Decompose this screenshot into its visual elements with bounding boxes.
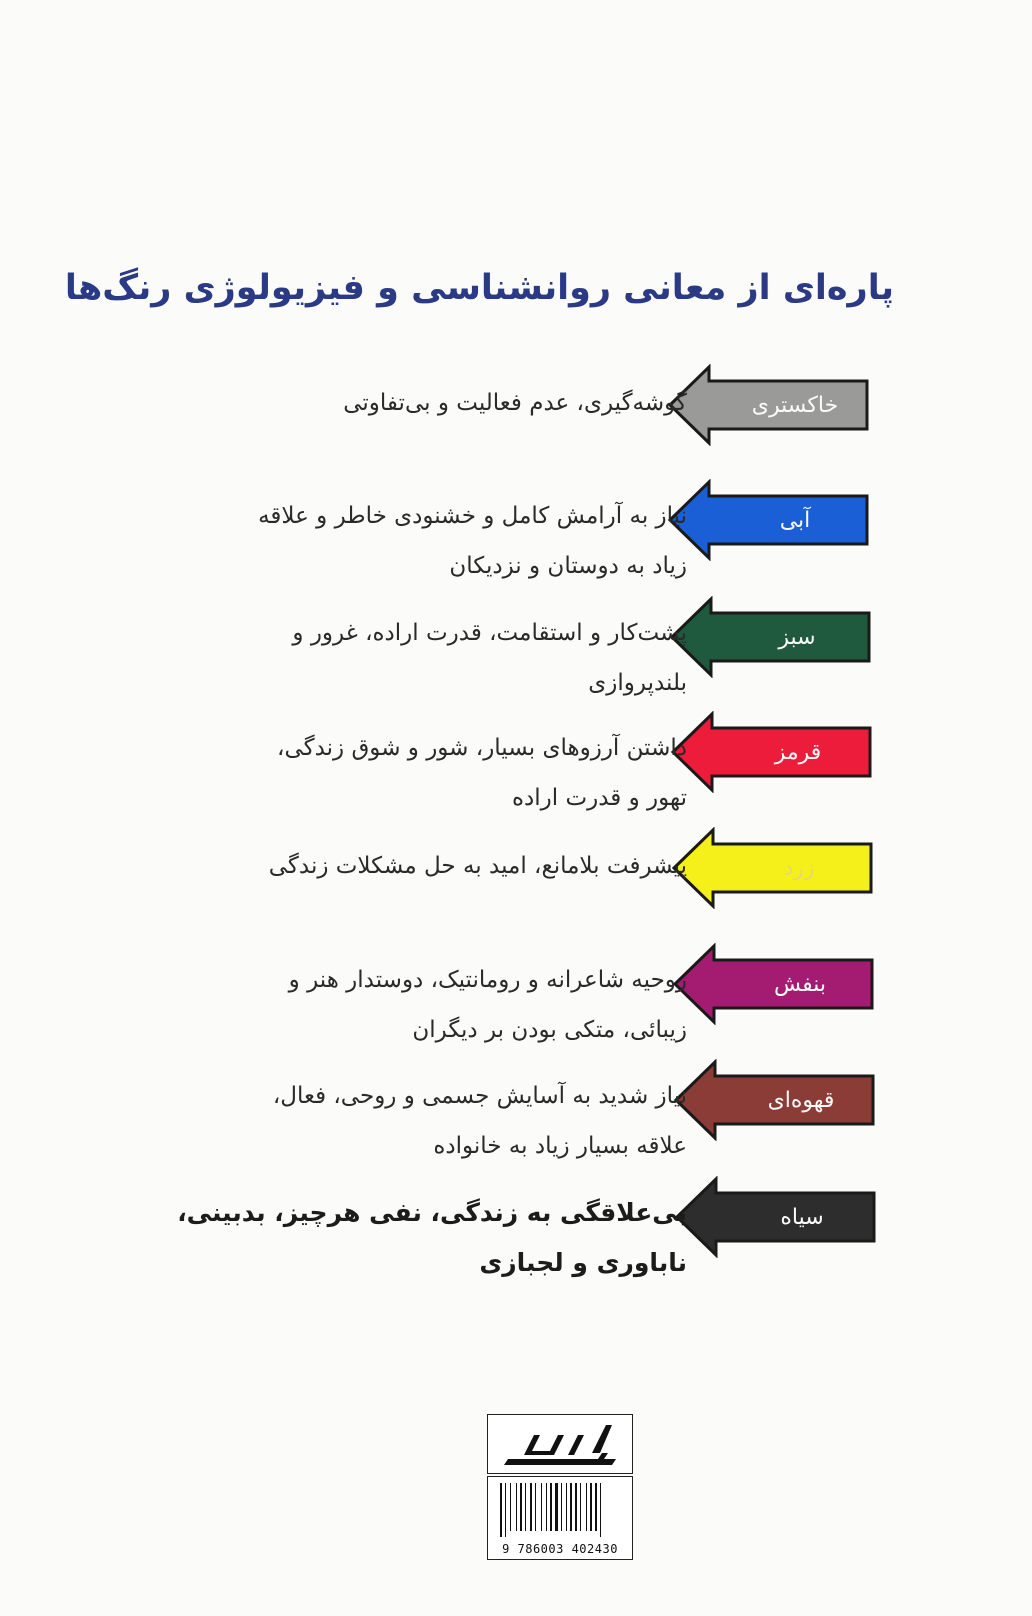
gray-description (157, 378, 687, 428)
blue-description (157, 491, 687, 591)
purple-arrow-icon (672, 943, 877, 1025)
yellow-arrow-icon (671, 827, 876, 909)
blue-line-1: نیاز به آرامش کامل و خشنودی خاطر و علاقه (258, 503, 687, 529)
brown-line-1: نیاز شدید به آسایش جسمی و روحی، فعال، (272, 1083, 687, 1109)
black-description (127, 1188, 687, 1288)
blue-label: آبی (779, 507, 811, 533)
brown-arrow-icon (673, 1059, 878, 1141)
green-description (157, 608, 687, 708)
red-description (157, 723, 687, 823)
yellow-label: زرد (783, 855, 815, 881)
gray-arrow-icon (667, 364, 872, 446)
yellow-description (157, 841, 687, 891)
barcode-icon (488, 1477, 632, 1539)
red-arrow-icon (670, 711, 875, 793)
brown-description (157, 1071, 687, 1171)
barcode (487, 1476, 633, 1560)
gray-line-1: گوشه‌گیری، عدم فعالیت و بی‌تفاوتی (343, 390, 687, 416)
green-arrow-icon (669, 596, 874, 678)
brown-label: قهوه‌ای (767, 1087, 835, 1113)
purple-label: بنفش (774, 971, 826, 997)
green-label: سبز (778, 624, 816, 650)
black-arrow-icon (674, 1176, 879, 1258)
page-title: پاره‌ای از معانی روانشناسی و فیزیولوژی رنگ‌ها (64, 268, 894, 308)
black-line-1: بی‌علاقگی به زندگی، نفی هرچیز، بدبینی، (177, 1198, 687, 1227)
publisher-logo (487, 1414, 633, 1474)
red-line-1: داشتن آرزوهای بسیار، شور و شوق زندگی، (277, 735, 687, 761)
isbn-number: 9 786003 402430 (502, 1542, 618, 1556)
green-line-1: پشت‌کار و استقامت، قدرت اراده، غرور و (292, 620, 687, 646)
purple-description (157, 955, 687, 1055)
brown-line-2: علاقه بسیار زیاد به خانواده (433, 1133, 687, 1159)
red-label: قرمز (774, 739, 822, 765)
publisher-logo-icon (488, 1415, 632, 1473)
blue-line-2: زیاد به دوستان و نزدیکان (449, 553, 687, 579)
black-line-2: ناباوری و لجبازی (479, 1248, 687, 1277)
gray-label: خاکستری (751, 392, 839, 418)
purple-line-1: روحیه شاعرانه و رومانتیک، دوستدار هنر و (288, 967, 687, 993)
purple-line-2: زیبائی، متکی بودن بر دیگران (412, 1017, 687, 1043)
blue-arrow-icon (667, 479, 872, 561)
yellow-line-1: پیشرفت بلامانع، امید به حل مشکلات زندگی (268, 853, 687, 879)
black-label: سیاه (780, 1204, 824, 1230)
green-line-2: بلندپروازی (588, 670, 687, 696)
red-line-2: تهور و قدرت اراده (511, 785, 687, 811)
